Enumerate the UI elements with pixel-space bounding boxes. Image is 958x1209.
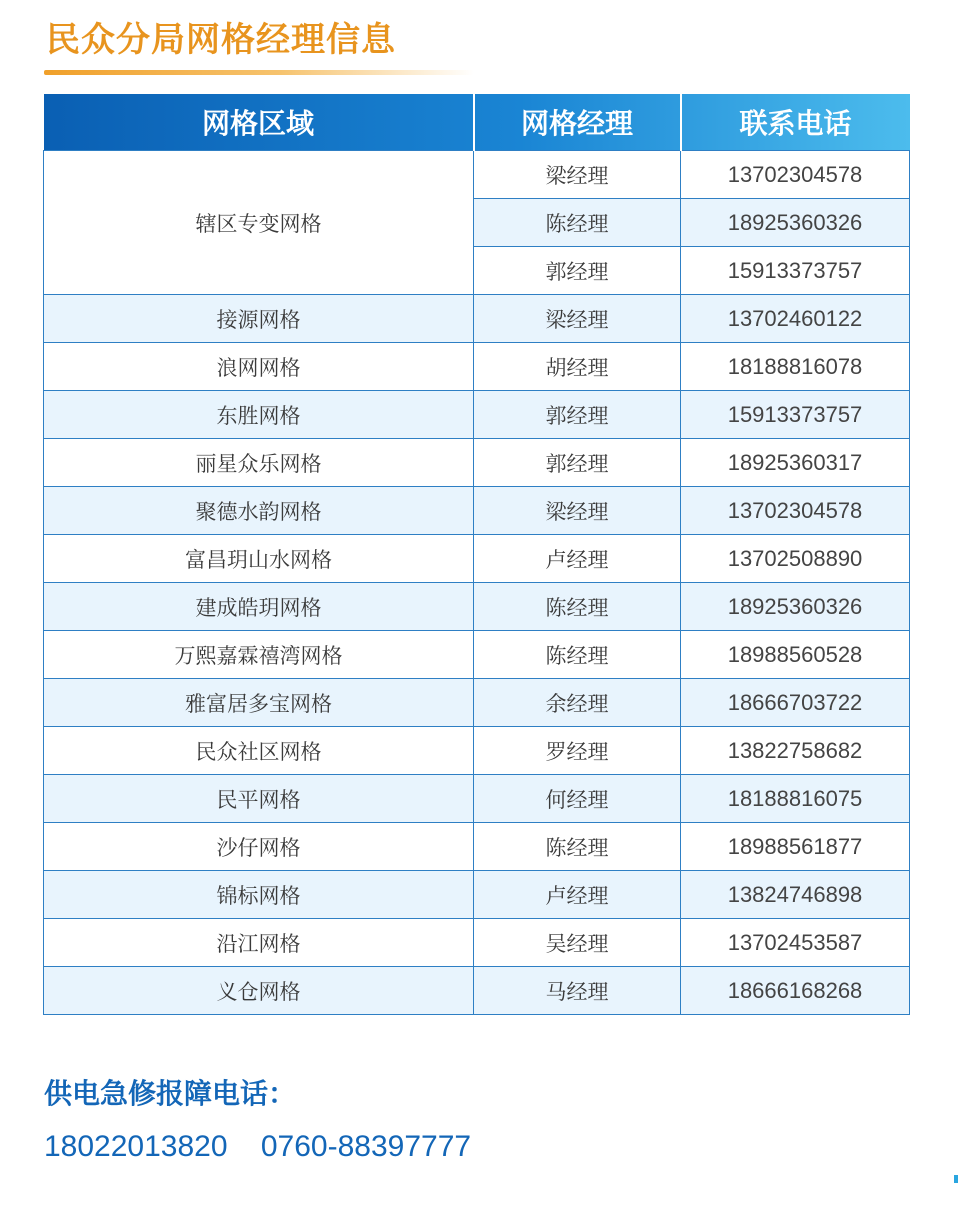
manager-cell: 郭经理 xyxy=(474,391,681,439)
title-underline xyxy=(44,70,474,75)
area-cell: 锦标网格 xyxy=(44,871,474,919)
table-row xyxy=(44,727,910,775)
merged-area-cell: 辖区专变网格 xyxy=(44,151,474,295)
header-area: 网格区域 xyxy=(44,94,474,151)
phone-cell: 15913373757 xyxy=(681,391,910,439)
manager-cell: 吴经理 xyxy=(474,919,681,967)
page-title: 民众分局网格经理信息 xyxy=(46,20,396,60)
manager-cell: 梁经理 xyxy=(474,295,681,343)
table-header-row xyxy=(44,94,910,151)
area-cell: 丽星众乐网格 xyxy=(44,439,474,487)
phone-cell: 13702304578 xyxy=(681,487,910,535)
area-cell: 民平网格 xyxy=(44,775,474,823)
table-row xyxy=(44,775,910,823)
phone-cell: 13824746898 xyxy=(681,871,910,919)
phone-cell: 13702460122 xyxy=(681,295,910,343)
manager-cell: 卢经理 xyxy=(474,535,681,583)
header-phone: 联系电话 xyxy=(739,107,852,140)
manager-cell: 郭经理 xyxy=(474,439,681,487)
area-cell: 东胜网格 xyxy=(44,391,474,439)
table-row xyxy=(44,583,910,631)
table-row xyxy=(44,967,910,1015)
table-row xyxy=(44,535,910,583)
table-row xyxy=(44,439,910,487)
area-cell: 沿江网格 xyxy=(44,919,474,967)
phone-cell: 13702508890 xyxy=(681,535,910,583)
table-row xyxy=(44,343,910,391)
manager-cell: 胡经理 xyxy=(474,343,681,391)
grid-manager-table xyxy=(43,94,910,1015)
phone-cell: 18925360317 xyxy=(681,439,910,487)
phone-cell: 18188816078 xyxy=(681,343,910,391)
area-cell: 雅富居多宝网格 xyxy=(44,679,474,727)
area-cell: 浪网网格 xyxy=(44,343,474,391)
manager-cell: 陈经理 xyxy=(474,583,681,631)
manager-cell: 余经理 xyxy=(474,679,681,727)
table-row xyxy=(44,871,910,919)
area-cell: 建成皓玥网格 xyxy=(44,583,474,631)
table-row xyxy=(44,823,910,871)
area-cell: 聚德水韵网格 xyxy=(44,487,474,535)
table-row xyxy=(44,919,910,967)
table-row xyxy=(44,295,910,343)
repair-hotline-numbers: 18022013820 0760-88397777 xyxy=(44,1130,472,1163)
area-cell: 义仓网格 xyxy=(44,967,474,1015)
phone-cell: 18925360326 xyxy=(681,583,910,631)
area-cell: 接源网格 xyxy=(44,295,474,343)
table-row xyxy=(44,487,910,535)
table-row xyxy=(44,679,910,727)
phone-cell: 13702304578 xyxy=(681,151,910,199)
corner-decoration xyxy=(954,1175,958,1183)
header-manager: 网格经理 xyxy=(474,94,681,151)
manager-cell: 梁经理 xyxy=(474,487,681,535)
phone-cell: 13702453587 xyxy=(681,919,910,967)
repair-hotline-heading: 供电急修报障电话： xyxy=(44,1077,297,1110)
manager-cell: 卢经理 xyxy=(474,871,681,919)
phone-cell: 13822758682 xyxy=(681,727,910,775)
area-cell: 民众社区网格 xyxy=(44,727,474,775)
phone-cell: 18988561877 xyxy=(681,823,910,871)
phone-cell: 18988560528 xyxy=(681,631,910,679)
manager-cell: 马经理 xyxy=(474,967,681,1015)
manager-cell: 梁经理 xyxy=(474,151,681,199)
area-cell: 富昌玥山水网格 xyxy=(44,535,474,583)
area-cell: 沙仔网格 xyxy=(44,823,474,871)
manager-cell: 陈经理 xyxy=(474,199,681,247)
manager-cell: 何经理 xyxy=(474,775,681,823)
phone-cell: 18666703722 xyxy=(681,679,910,727)
table-row xyxy=(44,151,910,199)
manager-cell: 陈经理 xyxy=(474,631,681,679)
area-cell: 万熙嘉霖禧湾网格 xyxy=(44,631,474,679)
phone-cell: 18666168268 xyxy=(681,967,910,1015)
table-row xyxy=(44,391,910,439)
phone-cell: 18925360326 xyxy=(681,199,910,247)
phone-cell: 15913373757 xyxy=(681,247,910,295)
manager-cell: 罗经理 xyxy=(474,727,681,775)
table-row xyxy=(44,631,910,679)
phone-cell: 18188816075 xyxy=(681,775,910,823)
manager-cell: 陈经理 xyxy=(474,823,681,871)
manager-cell: 郭经理 xyxy=(474,247,681,295)
